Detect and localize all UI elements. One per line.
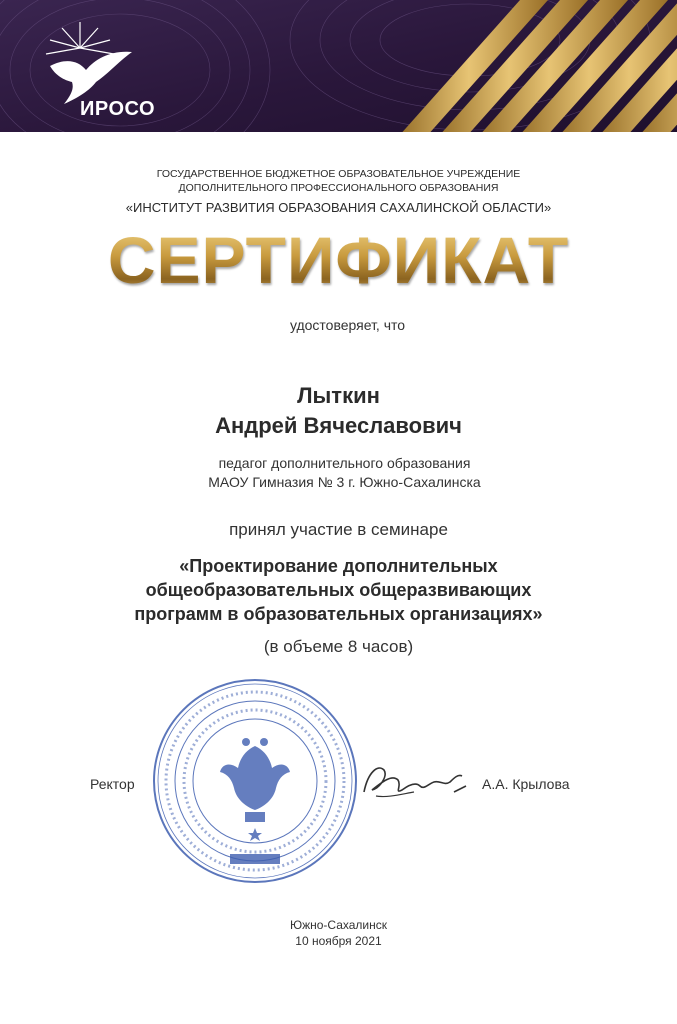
official-seal-icon [150, 676, 360, 886]
institution-line-2: ДОПОЛНИТЕЛЬНОГО ПРОФЕССИОНАЛЬНОГО ОБРАЗОВАНИЯ [178, 182, 499, 194]
participation-text: принял участие в семинаре [229, 520, 448, 539]
certificate-title: СЕРТИФИКАТ [0, 222, 677, 298]
seminar-title-line-3: программ в образовательных организациях» [134, 604, 543, 624]
confirms-text: удостоверяет, что [289, 317, 406, 333]
issue-date: 10 ноября 2021 [295, 934, 382, 948]
recipient-given-names: Андрей Вячеславович [215, 413, 462, 438]
seminar-volume: (в объеме 8 часов) [263, 637, 414, 656]
handwritten-signature-icon [358, 752, 470, 812]
institution-line-1: ГОСУДАРСТВЕННОЕ БЮДЖЕТНОЕ ОБРАЗОВАТЕЛЬНОЕ УЧРЕЖДЕНИЕ [156, 168, 521, 180]
seminar-title-line-2: общеобразовательных общеразвивающих [145, 580, 532, 600]
recipient-position: педагог дополнительного образования [218, 455, 471, 471]
issue-city: Южно-Сахалинск [289, 918, 388, 932]
recipient-organization: МАОУ Гимназия № 3 г. Южно-Сахалинска [208, 474, 481, 490]
logo-text: ИРОСО [80, 98, 156, 120]
recipient-surname: Лыткин [297, 383, 380, 408]
institution-line-3: «ИНСТИТУТ РАЗВИТИЯ ОБРАЗОВАНИЯ САХАЛИНСКОЙ ОБЛАСТИ» [125, 200, 552, 215]
signatory-role: Ректор [90, 776, 135, 792]
seminar-title-line-1: «Проектирование дополнительных [179, 556, 498, 576]
signatory-name: А.А. Крылова [482, 776, 570, 792]
